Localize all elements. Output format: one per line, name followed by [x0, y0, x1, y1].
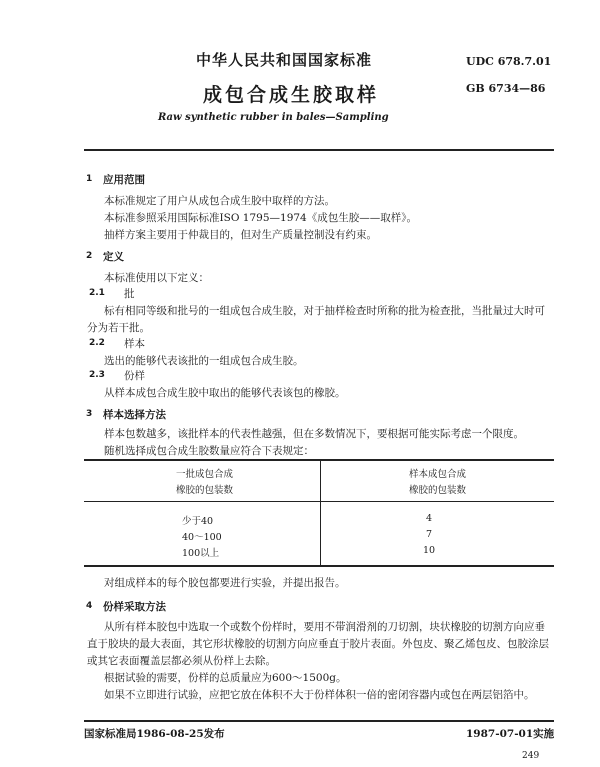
table-cell-sample: 4	[426, 513, 433, 524]
definition-2-3-number: 2.3	[89, 370, 105, 380]
section-3-note: 对组成样本的每个胶包都要进行实验，并提出报告。	[104, 577, 346, 589]
issued-date: 国家标准局1986-08-25发布	[84, 728, 225, 740]
definition-2-3-text: 从样本成包合成生胶中取出的能够代表该包的橡胶。	[104, 387, 346, 399]
section-4-text: 或其它表面覆盖层都必须从份样上去除。	[87, 655, 276, 667]
definition-2-2-title: 样本	[124, 338, 145, 350]
definition-2-2-text: 选出的能够代表该批的一组成包合成生胶。	[104, 355, 304, 367]
header-divider	[84, 149, 554, 151]
standard-org-title: 中华人民共和国国家标准	[196, 51, 373, 69]
table-cell-sample: 10	[423, 545, 436, 556]
section-1-line: 抽样方案主要用于仲裁目的，但对生产质量控制没有约束。	[104, 229, 377, 241]
section-3-title: 样本选择方法	[103, 409, 166, 421]
section-4-title: 份样采取方法	[103, 601, 166, 613]
table-header-cell: 橡胶的包装数	[409, 485, 467, 496]
section-4-text: 根据试验的需要，份样的总质量应为600～1500g。	[104, 672, 347, 684]
section-2-title: 定义	[103, 251, 124, 263]
section-4-text: 从所有样本胶包中选取一个或数个份样时，要用不带润滑剂的刀切割，块状橡胶的切割方向应垂	[104, 621, 545, 633]
table-column-divider	[320, 459, 321, 566]
table-bottom-border	[84, 565, 554, 567]
section-1-title: 应用范围	[103, 174, 145, 186]
udc-code: UDC 678.7.01	[466, 55, 552, 68]
table-cell-batch: 少于40	[182, 516, 214, 527]
definition-2-1-title: 批	[124, 288, 135, 300]
section-4-text: 直于胶块的最大表面，其它形状橡胶的切割方向应垂直于胶片表面。外包皮、聚乙烯包皮、包胶涂层	[87, 638, 549, 650]
definition-2-1-text: 标有相同等级和批号的一组成包合成生胶，对于抽样检查时所称的批为检查批，当批量过大时可	[104, 305, 545, 317]
section-4-number: 4	[86, 601, 93, 611]
section-1-line: 本标准规定了用户从成包合成生胶中取样的方法。	[104, 195, 335, 207]
section-2-intro: 本标准使用以下定义：	[104, 272, 209, 284]
table-header-cell: 样本成包合成	[409, 469, 467, 480]
effective-date: 1987-07-01实施	[466, 728, 555, 740]
table-header-cell: 一批成包合成	[176, 469, 234, 480]
table-top-border	[84, 459, 554, 461]
section-2-number: 2	[86, 251, 93, 261]
table-header-cell: 橡胶的包装数	[176, 485, 234, 496]
table-cell-batch: 100以上	[182, 548, 220, 559]
definition-2-1-text: 分为若干批。	[87, 322, 150, 334]
section-3-text: 随机选择成包合成生胶数量应符合下表规定：	[104, 445, 314, 457]
section-1-line: 本标准参照采用国际标准ISO 1795—1974《成包生胶——取样》。	[104, 212, 417, 224]
definition-2-3-title: 份样	[124, 370, 145, 382]
page-number: 249	[522, 751, 540, 761]
table-header-border	[84, 501, 554, 502]
definition-2-1-number: 2.1	[89, 288, 105, 298]
gb-number: GB 6734—86	[466, 82, 546, 95]
section-4-text: 如果不立即进行试验，应把它放在体积不大于份样体积一倍的密闭容器内或包在两层铝箔中。	[104, 689, 535, 701]
section-3-text: 样本包数越多，该批样本的代表性越强，但在多数情况下，要根据可能实际考虑一个限度。	[104, 428, 524, 440]
english-title: Raw synthetic rubber in bales—Sampling	[158, 112, 389, 123]
definition-2-2-number: 2.2	[89, 338, 105, 348]
table-cell-batch: 40～100	[182, 532, 222, 543]
footer-divider	[84, 720, 554, 722]
section-1-number: 1	[86, 174, 93, 184]
page-title: 成包合成生胶取样	[203, 84, 380, 106]
section-3-number: 3	[86, 409, 93, 419]
table-cell-sample: 7	[426, 529, 433, 540]
